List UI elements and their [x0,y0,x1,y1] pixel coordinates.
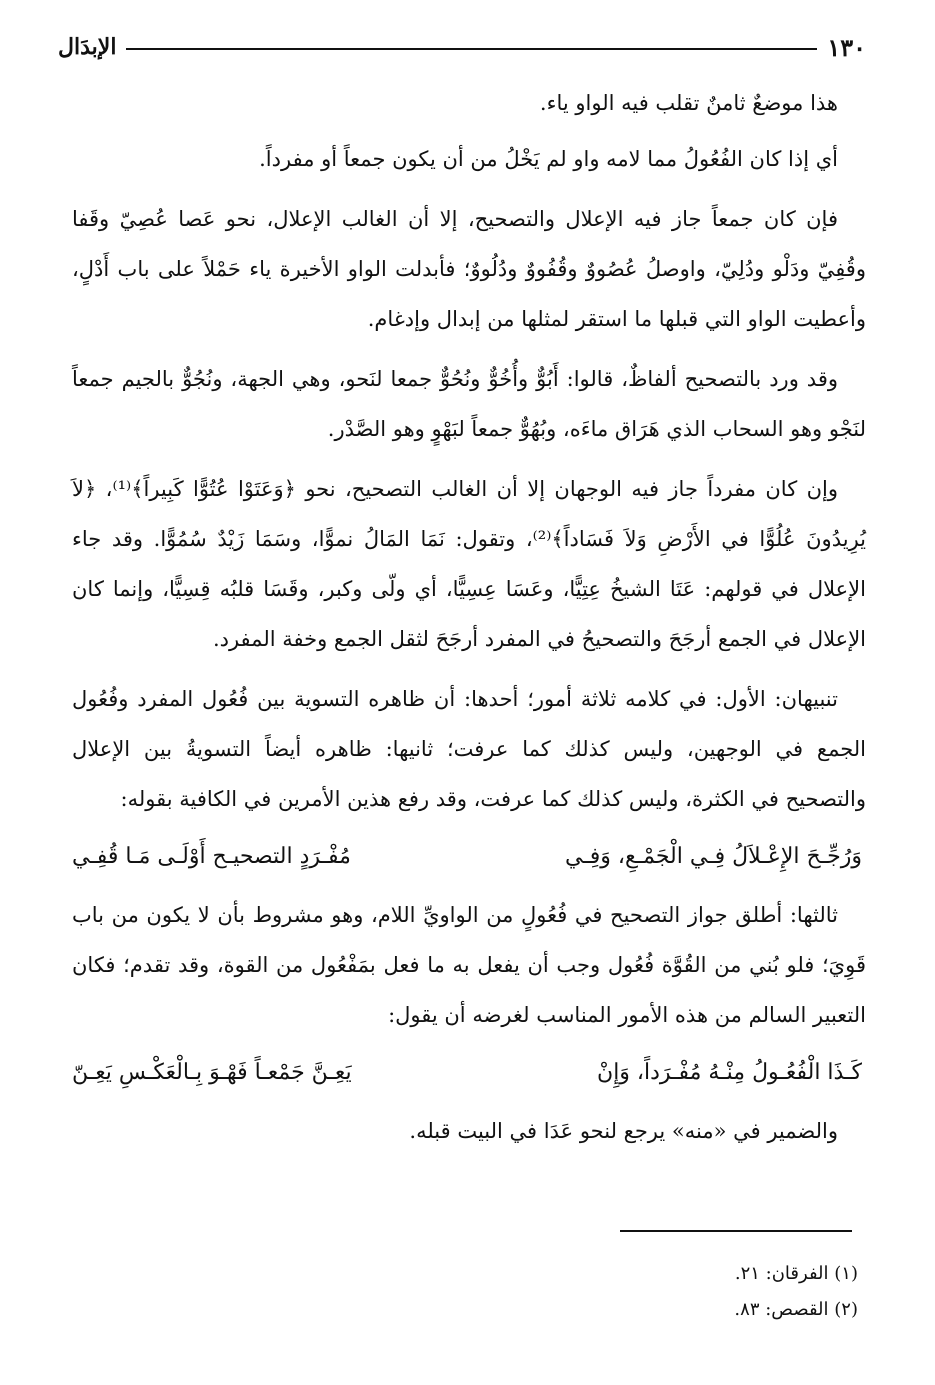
footnotes [72,1256,862,1328]
paragraph: أي إذا كان الفُعُولُ مما لامه واو لم يَخْلُ من أن يكون جمعاً أو مفرداً. [259,147,838,171]
verse-hemistich-first: كَـذَا الْفُعُـولُ مِنْـهُ مُفْـرَداً، وَإِنْ [597,1060,862,1085]
paragraph: وقد ورد بالتصحيح ألفاظٌ، قالوا: أَبُوٌّ وأُخُوٌّ ونُحُوٌّ جمعا لنَحو، وهي الجهة، ونُجُوٌّ بالجيم جمعاً لنَجْو وهو السحاب الذي هَرَاق ماءَه، وبُهُوٌّ جمعاً لبَهْوٍ وهو الصَّدْر. [72,367,866,441]
verse-hemistich-second: يَعِـنَّ جَمْعـاً فَهْـوَ بِـالْعَكْـسِ يَعِـنّ [72,1060,352,1085]
footnote-separator [620,1230,852,1232]
paragraph: فإن كان جمعاً جاز فيه الإعلال والتصحيح، إلا أن الغالب الإعلال، نحو عَصا عُصِيّ وقَفا وقُفِيّ ودَلْو ودُلِيّ، واوصلُ عُصُووٌ وقُفُووٌ ودُلُووٌ؛ فأبدلت الواو الأخيرة ياء حَمْلاً على باب أَدْلٍ، وأعطيت الواو التي قبلها ما استقر لمثلها من إبدال وإدغام. [72,207,866,331]
paragraph: تنبيهان: الأول: في كلامه ثلاثة أمور؛ أحدها: أن ظاهره التسوية بين فُعُول المفرد وفُعُول الجمع في الوجهين، وليس كذلك كما عرفت؛ ثانيها: ظاهره أيضاً التسويةُ بين الإعلال والتصحيح في الكثرة، وليس كذلك كما عرفت، وقد رفع هذين الأمرين في الكافية بقوله: [72,687,866,811]
paragraph: وإن كان مفرداً جاز فيه الوجهان إلا أن الغالب التصحيح، نحو ﴿وَعَتَوْا عُتُوًّا كَبِيراً﴾⁽¹⁾، ﴿لاَ يُرِيدُونَ عُلُوًّا في الأَرْضِ وَلاَ فَسَاداً﴾⁽²⁾، وتقول: نَمَا المَالُ نموًّا، وسَمَا زَيْدٌ سُمُوًّا. وقد جاء الإعلال في قولهم: عَتَا الشيخُ عِتِيًّا، وعَسَا عِسِيًّا، أي ولّى وكبر، وقَسَا قلبُه قِسِيًّا، وإنما كان الإعلال في الجمع أرجَحَ والتصحيحُ في المفرد أرجَحَ لثقل الجمع وخفة المفرد. [72,477,866,651]
footnote: (٢) القصص: ٨٣. [734,1299,858,1320]
page-number: ١٣٠ [827,32,866,62]
page-header [58,30,866,64]
paragraph: والضمير في «منه» يرجع لنحو عَدَا في البيت قبله. [409,1119,838,1143]
verse-hemistich-second: مُفْـرَدٍ التصحيـح أَوْلَـى مَـا قُفِـي [72,844,351,869]
paragraph: هذا موضعٌ ثامنٌ تقلب فيه الواو ياء. [539,91,838,115]
header-rule [126,48,817,50]
paragraph: ثالثها: أطلق جواز التصحيح في فُعُولٍ من الواويِّ اللام، وهو مشروط بأن لا يكون من باب قَوِيَ؛ فلو بُني من القُوَّة فُعُول وجب أن يفعل به ما فعل بمَفْعُول من القوة، وقد تقدم؛ فكان التعبير السالم من هذه الأمور المناسب لغرضه أن يقول: [72,903,866,1027]
verse-hemistich-first: وَرُجِّـحَ الإِعْـلاَلُ فِـي الْجَمْـعِ، وَفِـي [564,844,862,869]
poetry-verse [72,1048,866,1098]
poetry-verse [72,832,866,882]
footnote: (١) الفرقان: ٢١. [734,1263,858,1284]
chapter-title: الإبدَال [58,34,117,60]
main-text [72,78,866,1166]
